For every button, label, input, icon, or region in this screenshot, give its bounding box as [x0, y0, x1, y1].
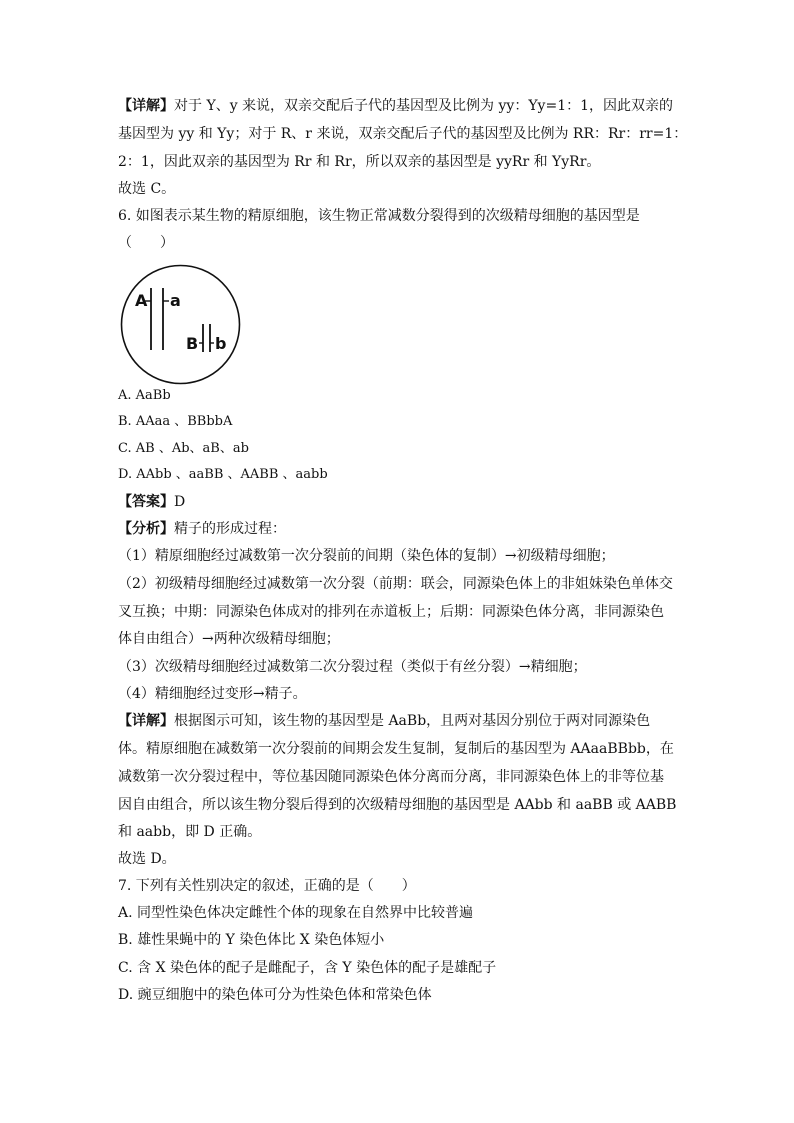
detail-bracket: 【详解】	[118, 98, 174, 114]
cell-membrane	[122, 266, 240, 384]
analysis-line-3: 叉互换；中期：同源染色体成对的排列在赤道板上；后期：同源染色体分离，非同源染色	[118, 604, 664, 620]
analysis-head	[118, 519, 286, 539]
answer-bracket: 【答案】	[118, 494, 174, 510]
question-6-stem: 6. 如图表示某生物的精原细胞，该生物正常减数分裂得到的次级精母细胞的基因型是	[118, 208, 640, 224]
detail-line-2: 基因型为 yy 和 Yy；对于 R、r 来说，双亲交配后子代的基因型及比例为 RR：Rr：rr=1：	[118, 126, 688, 142]
detail2-line-3: 因自由组合，所以该生物分裂后得到的次级精母细胞的基因型是 AAbb 和 aaBB 或 AABB	[118, 797, 677, 813]
question-6-paren: （ ）	[118, 235, 174, 251]
spermatogonium-figure	[120, 264, 241, 385]
detail2-line-2: 减数第一次分裂过程中，等位基因随同源染色体分离而分离，非同源染色体上的非等位基	[118, 769, 664, 785]
detail2-head	[118, 711, 650, 731]
q6-option-c: C. AB 、Ab、aB、ab	[118, 441, 249, 456]
analysis-head-text: 精子的形成过程：	[174, 521, 286, 537]
label-a: a	[170, 291, 181, 310]
cell-diagram	[120, 264, 241, 385]
answer-line	[118, 492, 185, 512]
answer-value: D	[174, 494, 186, 510]
analysis-line-2: （2）初级精母细胞经过减数第一次分裂（前期：联会，同源染色体上的非姐妹染色单体交	[118, 576, 673, 592]
choice-line: 故选 C。	[118, 181, 176, 197]
label-B: B	[186, 334, 199, 353]
q6-option-d: D. AAbb 、aaBB 、AABB 、aabb	[118, 467, 328, 482]
question-7-stem: 7. 下列有关性别决定的叙述，正确的是（ ）	[118, 878, 416, 894]
q6-option-b: B. AAaa 、BBbbA	[118, 414, 233, 429]
detail2-bracket: 【详解】	[118, 713, 174, 729]
analysis-line-1: （1）精原细胞经过减数第一次分裂前的间期（染色体的复制）→初级精母细胞；	[118, 548, 615, 564]
q6-option-a: A. AaBb	[118, 388, 171, 403]
analysis-line-4: 体自由组合）→两种次级精母细胞；	[118, 631, 340, 647]
q7-option-a: A. 同型性染色体决定雌性个体的现象在自然界中比较普遍	[118, 905, 474, 921]
analysis-line-5: （3）次级精母细胞经过减数第二次分裂过程（类似于有丝分裂）→精细胞；	[118, 659, 587, 675]
label-A: A	[135, 291, 148, 310]
analysis-bracket: 【分析】	[118, 521, 174, 537]
detail2-line-4: 和 aabb，即 D 正确。	[118, 824, 262, 840]
detail2-head-text: 根据图示可知，该生物的基因型是 AaBb，且两对基因分别位于两对同源染色	[174, 713, 651, 729]
detail2-line-1: 体。精原细胞在减数第一次分裂前的间期会发生复制，复制后的基因型为 AAaaBBbb，在	[118, 741, 674, 757]
q7-option-b: B. 雄性果蝇中的 Y 染色体比 X 染色体短小	[118, 932, 385, 948]
detail-line-1	[118, 96, 673, 116]
q7-option-c: C. 含 X 染色体的配子是雌配子，含 Y 染色体的配子是雄配子	[118, 960, 497, 976]
q7-option-d: D. 豌豆细胞中的染色体可分为性染色体和常染色体	[118, 987, 432, 1003]
detail-text-1: 对于 Y、y 来说，双亲交配后子代的基因型及比例为 yy：Yy=1：1，因此双亲的	[174, 98, 674, 114]
detail-line-3: 2：1，因此双亲的基因型为 Rr 和 Rr，所以双亲的基因型是 yyRr 和 YyRr。	[118, 154, 601, 170]
label-b: b	[215, 334, 227, 353]
analysis-line-6: （4）精细胞经过变形→精子。	[118, 686, 307, 702]
detail2-choice: 故选 D。	[118, 851, 176, 867]
